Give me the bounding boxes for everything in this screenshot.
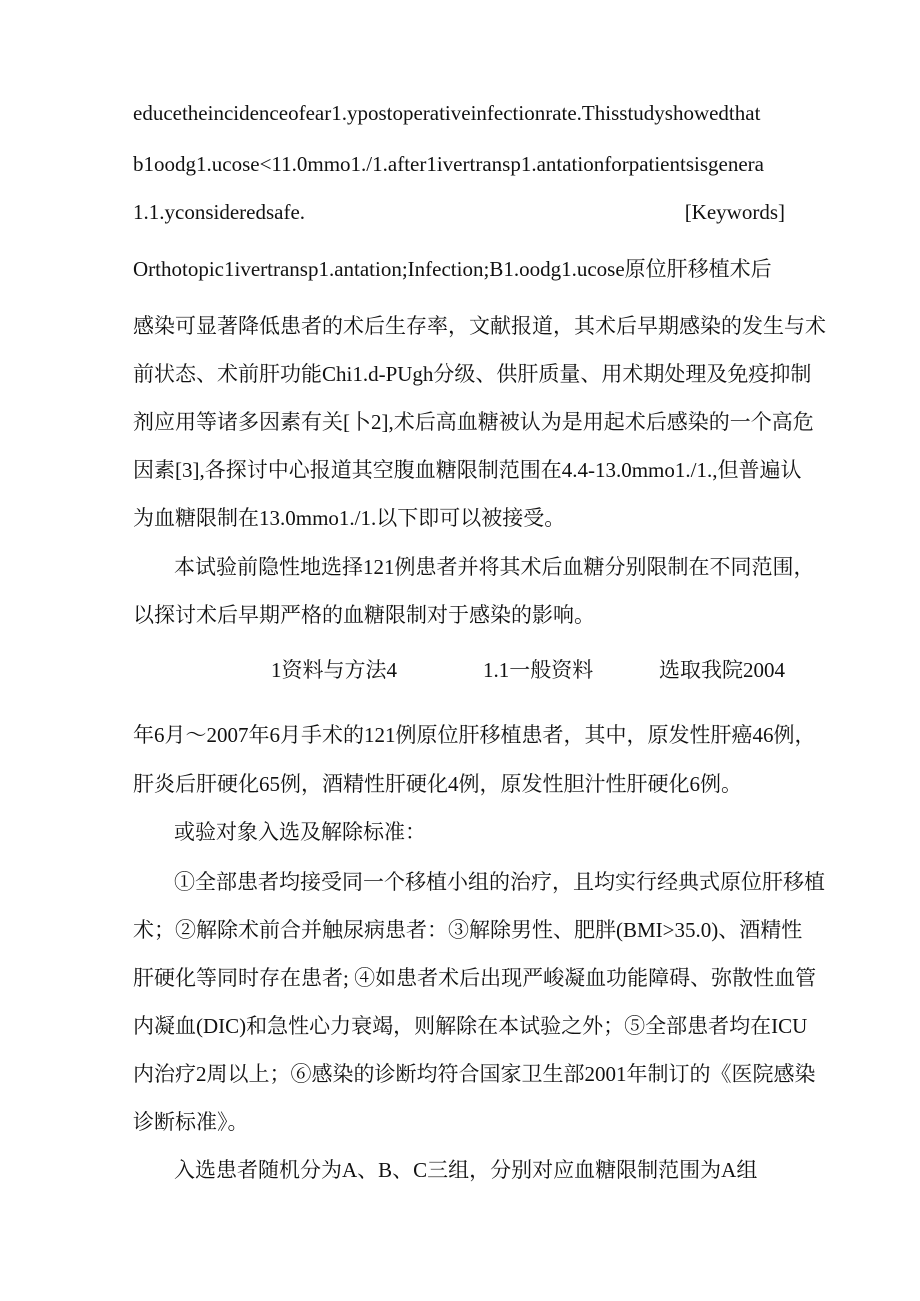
subsection-heading: 1.1一般资料 bbox=[483, 658, 594, 682]
text-line: ①全部患者均接受同一个移植小组的治疗，且均实行经典式原位肝移植 bbox=[174, 870, 825, 894]
section-heading-row bbox=[133, 657, 785, 683]
keywords-heading: [Keywords] bbox=[684, 200, 785, 224]
text-line: 内凝血(DIC)和急性心力衰竭，则解除在本试验之外；⑤全部患者均在ICU bbox=[133, 1014, 808, 1038]
text-line: Orthotopic1ivertransp1.antation;Infection;B1.oodg1.ucose原位肝移植术后 bbox=[133, 257, 772, 281]
text-line: 肝炎后肝硬化65例，酒精性肝硬化4例，原发性胆汁性肝硬化6例。 bbox=[133, 772, 742, 796]
text-line: 剂应用等诸多因素有关[卜2],术后高血糖被认为是用起术后感染的一个高危 bbox=[133, 410, 814, 434]
text-line: b1oodg1.ucose<11.0mmo1./1.after1ivertransp1.antationforpatientsisgenera bbox=[133, 152, 764, 176]
text-line: 肝硬化等同时存在患者; ④如患者术后出现严峻凝血功能障碍、弥散性血管 bbox=[133, 966, 817, 990]
text-line: 因素[3],各探讨中心报道其空腹血糖限制范围在4.4-13.0mmo1./1.,但普遍认 bbox=[133, 458, 802, 482]
text-line: 感染可显著降低患者的术后生存率，文献报道，其术后早期感染的发生与术 bbox=[133, 314, 826, 338]
text-line: 入选患者随机分为A、B、C三组，分别对应血糖限制范围为A组 bbox=[174, 1158, 758, 1182]
text-line-keywords-row bbox=[133, 199, 785, 225]
text-line: 本试验前隐性地选择121例患者并将其术后血糖分别限制在不同范围， bbox=[174, 555, 815, 579]
text-segment: 选取我院2004 bbox=[659, 658, 785, 682]
text-line: 年6月～2007年6月手术的121例原位肝移植患者，其中，原发性肝癌46例， bbox=[133, 723, 816, 747]
text-line: 诊断标准》。 bbox=[133, 1110, 249, 1134]
section-heading: 1资料与方法4 bbox=[271, 658, 397, 682]
text-line: 为血糖限制在13.0mmo1./1.以下即可以被接受。 bbox=[133, 506, 566, 530]
text-line: 前状态、术前肝功能Chi1.d-PUgh分级、供肝质量、用术期处理及免疫抑制 bbox=[133, 362, 812, 386]
text-line: 以探讨术后早期严格的血糖限制对于感染的影响。 bbox=[133, 603, 595, 627]
text-line: 内治疗2周以上；⑥感染的诊断均符合国家卫生部2001年制订的《医院感染 bbox=[133, 1062, 816, 1086]
text-line: 或验对象入选及解除标准： bbox=[174, 820, 426, 844]
text-segment: 1.1.yconsideredsafe. bbox=[133, 200, 306, 224]
text-line: educetheincidenceofear1.ypostoperativeinfectionrate.Thisstudyshowedthat bbox=[133, 101, 761, 125]
text-line: 术；②解除术前合并触尿病患者：③解除男性、肥胖(BMI>35.0)、酒精性 bbox=[133, 918, 803, 942]
